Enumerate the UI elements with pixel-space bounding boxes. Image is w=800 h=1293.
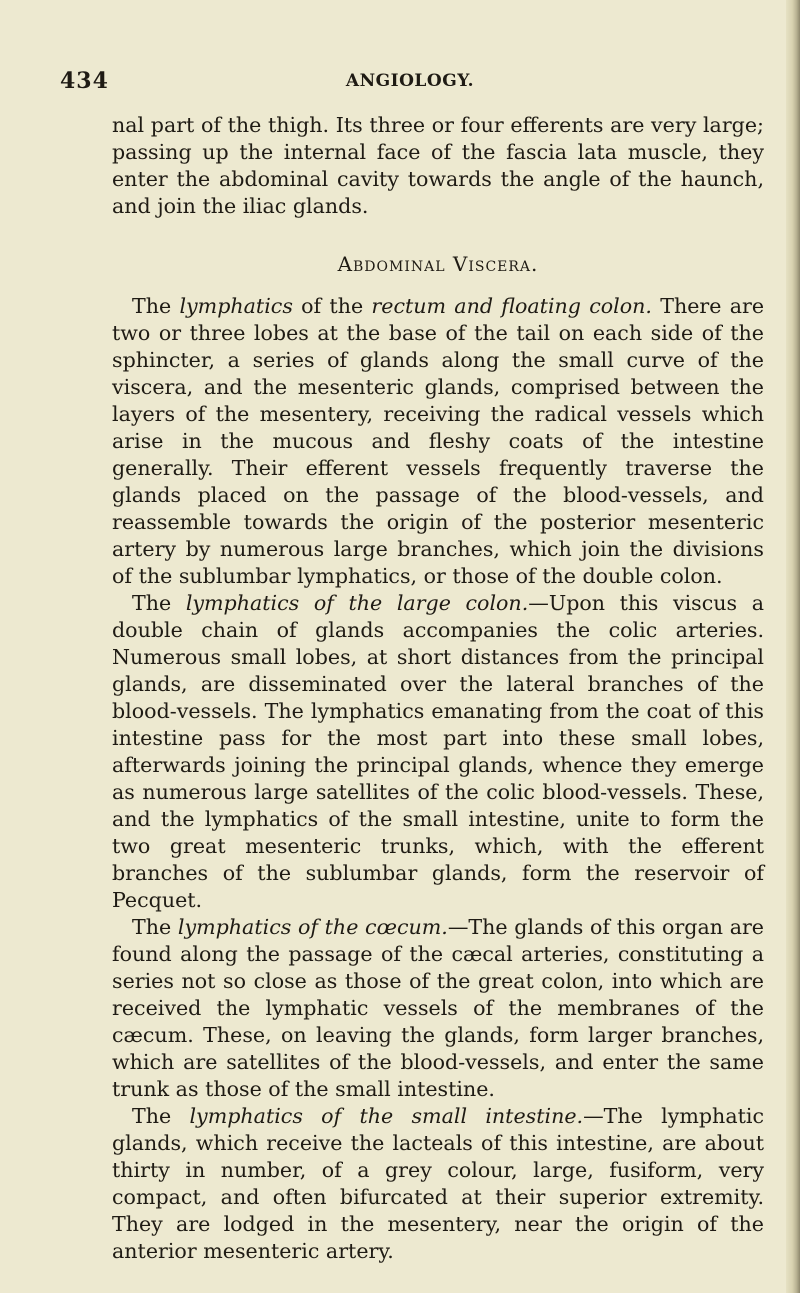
- running-title: ANGIOLOGY.: [345, 71, 475, 91]
- paragraph-italic: lymphatics: [179, 294, 293, 318]
- paragraph-caecum: [112, 914, 764, 1103]
- paragraph-small-intestine: [112, 1103, 764, 1265]
- intro-paragraph: nal part of the thigh. Its three or four efferents are very large; passing up the internal face of the fascia lata muscle, they enter the abdominal cavity towards the angle of the haunch, and join the iliac glands.: [112, 113, 764, 218]
- body-text: [112, 112, 764, 1265]
- paragraph-italic: lymphatics of the cœcum.: [177, 915, 448, 939]
- paragraph-body: —The lymphatic glands, which receive the lacteals of this intestine, are about thirty in number, of a grey colour, large, fusiform, very compact, and often bifurcated at their superior extremity. They are lodged in the mesentery, near the origin of the anterior mesenteric artery.: [112, 1104, 764, 1263]
- section-heading: Abdominal Viscera.: [337, 252, 539, 276]
- paragraph-mid: of the: [292, 294, 372, 318]
- paragraph-rectum: [112, 293, 764, 590]
- paragraph-italic-2: rectum and floating colon.: [371, 294, 652, 318]
- page-number: 434: [60, 68, 109, 94]
- paragraph-body: —Upon this viscus a double chain of glands accompanies the colic arteries. Numerous small lobes, at short distances from the principal glands, are disseminated over the lateral branches of the blood-vessels. The lymphatics emanating from the coat of this intestine pass for the most part into these small lobes, afterwards joining the principal glands, whence they emerge as numerous large satellites of the colic blood-vessels. These, and the lymphatics of the small intestine, unite to form the two great mesenteric trunks, which, with the efferent branches of the sublumbar glands, form the reservoir of Pecquet.: [112, 591, 765, 912]
- paragraph-body: There are two or three lobes at the base of the tail on each side of the sphincter, a series of glands along the small curve of the viscera, and the mesenteric glands, comprised between the layers of the mesentery, receiving the radical vessels which arise in the mucous and fleshy coats of the intestine generally. Their efferent vessels frequently traverse the glands placed on the passage of the blood-vessels, and reassemble towards the origin of the posterior mesenteric artery by numerous large branches, which join the divisions of the sublumbar lymphatics, or those of the double colon.: [112, 294, 765, 588]
- paragraph-italic: lymphatics of the small intestine.: [189, 1104, 584, 1128]
- paragraph-italic: lymphatics of the large colon.: [185, 591, 529, 615]
- paragraph-body: —The glands of this organ are found along the passage of the cæcal arteries, constituting a series not so close as those of the great colon, into which are received the lymphatic vessels of the membranes of the cæcum. These, on leaving the glands, form larger branches, which are satellites of the blood-vessels, and enter the same trunk as those of the small intestine.: [112, 915, 764, 1101]
- paragraph-large-colon: [112, 590, 764, 914]
- paragraph-lead: The: [132, 1104, 190, 1128]
- paragraph-lead: The: [132, 591, 186, 615]
- page-edge-shadow: [786, 0, 800, 1293]
- running-head: [60, 68, 760, 96]
- paragraph-lead: The: [132, 915, 178, 939]
- paragraph-lead: The: [132, 294, 180, 318]
